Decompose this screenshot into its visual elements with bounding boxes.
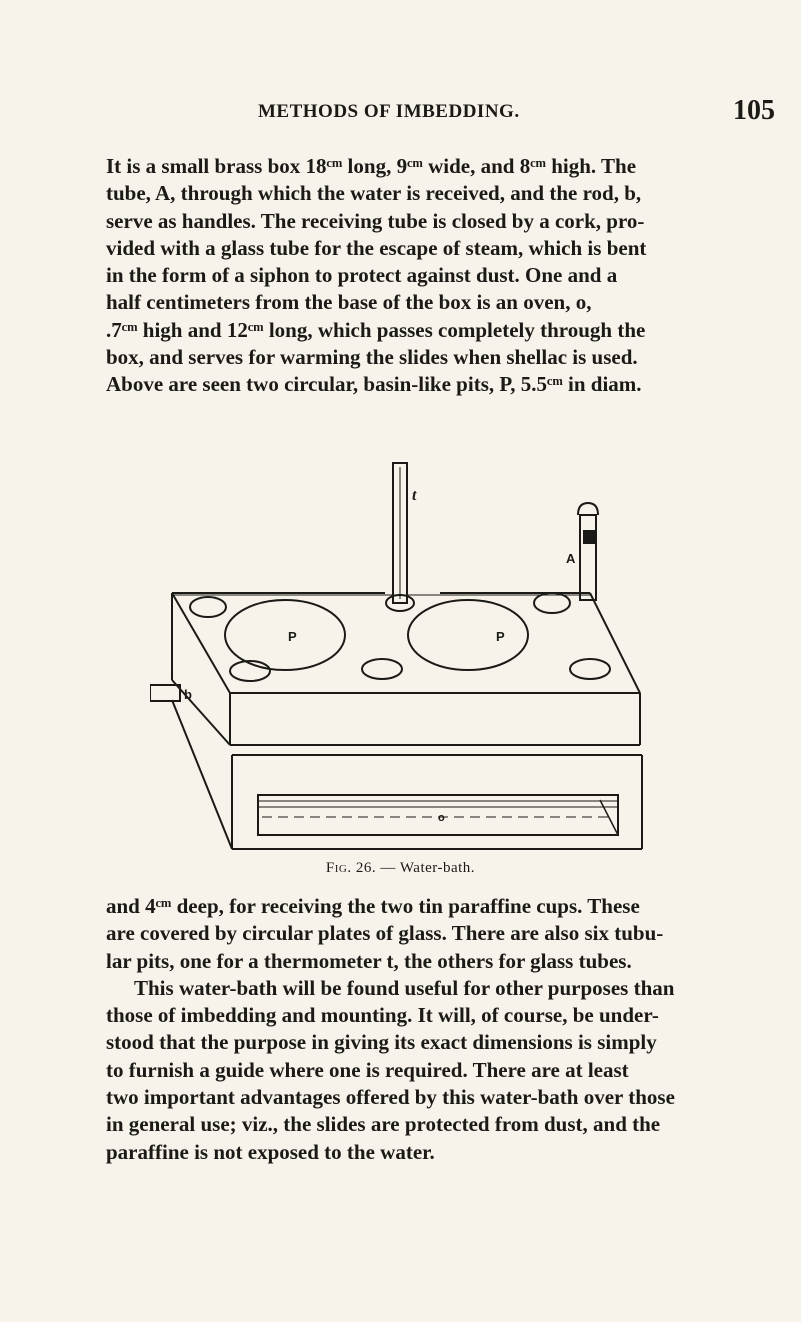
- text-line: in general use; viz., the slides are protected from dust, and the: [106, 1112, 661, 1137]
- tube-pit: [190, 597, 226, 617]
- receiving-tube-A: [580, 515, 596, 600]
- text-line: and 4ᶜᵐ deep, for receiving the two tin paraffine cups. These: [106, 894, 640, 918]
- water-bath-figure: [150, 455, 660, 855]
- label-A: A: [566, 551, 576, 566]
- text-line: tube, A, through which the water is received, and the rod, b,: [106, 181, 642, 206]
- label-P-right: P: [496, 629, 505, 644]
- label-P-left: P: [288, 629, 297, 644]
- paragraph-1: [106, 153, 777, 399]
- text-line: are covered by circular plates of glass. There are also six tubu-: [106, 921, 664, 946]
- text-line: to furnish a guide where one is required. There are at least: [106, 1057, 629, 1082]
- text-line: It is a small brass box 18ᶜᵐ long, 9ᶜᵐ wide, and 8ᶜᵐ high. The: [106, 154, 637, 178]
- label-o: o: [438, 812, 445, 824]
- rod-b: [150, 685, 180, 701]
- text-line: lar pits, one for a thermometer t, the others for glass tubes.: [106, 948, 632, 973]
- text-line: half centimeters from the base of the box is an oven, o,: [106, 290, 592, 315]
- caption-text: — Water-bath.: [376, 860, 476, 876]
- tube-pit: [570, 659, 610, 679]
- tube-pit: [534, 593, 570, 613]
- text-line: .7ᶜᵐ high and 12ᶜᵐ long, which passes completely through the: [106, 317, 646, 342]
- figure-caption: [0, 860, 801, 877]
- text-line: Above are seen two circular, basin-like pits, P, 5.5ᶜᵐ in diam.: [106, 372, 642, 397]
- text-line: box, and serves for warming the slides when shellac is used.: [106, 345, 638, 370]
- text-line: vided with a glass tube for the escape of steam, which is bent: [106, 235, 647, 260]
- text-line: stood that the purpose in giving its exact dimensions is simply: [106, 1030, 657, 1055]
- pit-right: [408, 600, 528, 670]
- text-line: in the form of a siphon to protect against dust. One and a: [106, 263, 618, 288]
- paragraph-2: [106, 893, 777, 1166]
- label-b: b: [184, 687, 192, 702]
- tube-pit: [362, 659, 402, 679]
- text-line: two important advantages offered by this water-bath over those: [106, 1085, 675, 1110]
- running-title: METHODS OF IMBEDDING.: [258, 101, 520, 122]
- caption-number: Fig. 26.: [325, 860, 377, 876]
- pit-left: [225, 600, 345, 670]
- text-line: paraffine is not exposed to the water.: [106, 1139, 435, 1164]
- box-top-left-slant: [172, 593, 230, 693]
- text-line: serve as handles. The receiving tube is closed by a cork, pro-: [106, 208, 645, 233]
- page-number: 105: [733, 95, 775, 126]
- text-line: those of imbedding and mounting. It will, of course, be under-: [106, 1003, 659, 1028]
- page-header: [0, 95, 801, 135]
- text-line: This water-bath will be found useful for other purposes than: [134, 975, 675, 1000]
- label-t: t: [412, 487, 417, 504]
